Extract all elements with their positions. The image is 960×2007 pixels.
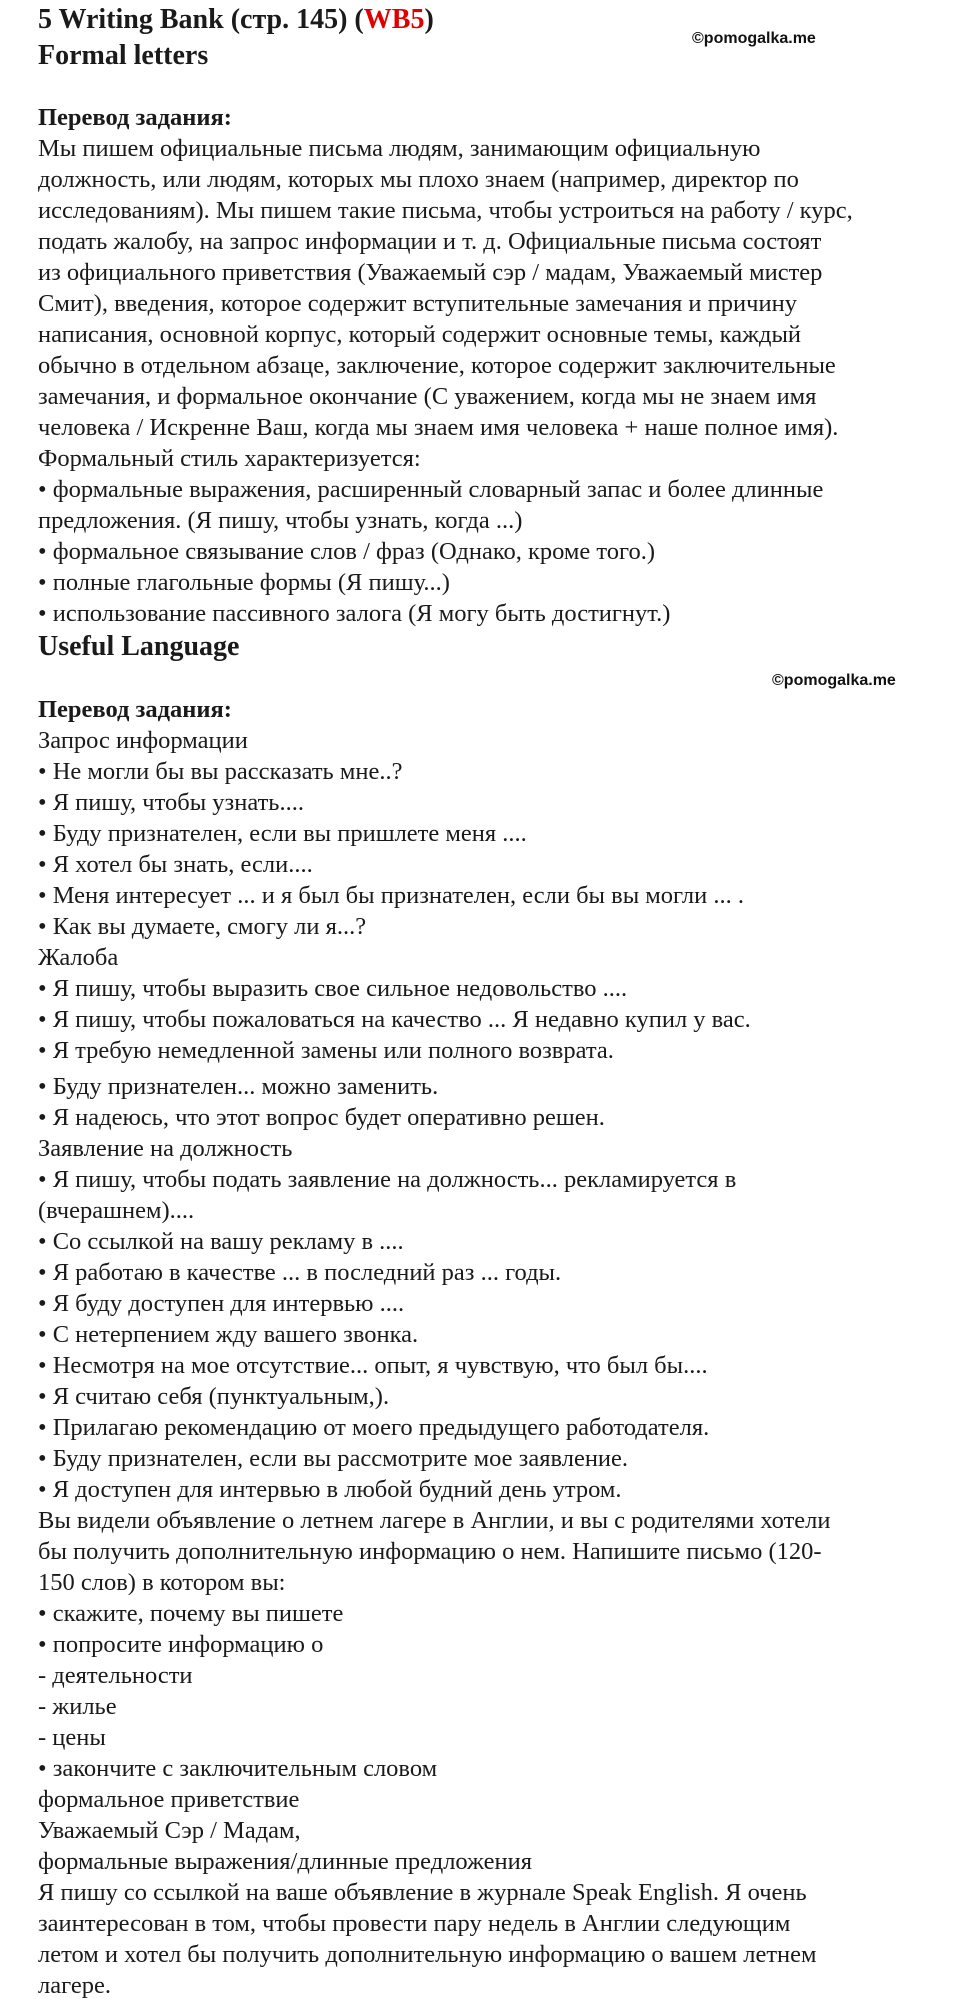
text-line: • Я требую немедленной замены или полного возврата. <box>38 1037 614 1064</box>
text-line: Я пишу со ссылкой на ваше объявление в журнале Speak English. Я очень <box>38 1879 807 1906</box>
text-line: • формальное связывание слов / фраз (Однако, кроме того.) <box>38 538 656 565</box>
text-line: • формальные выражения, расширенный словарный запас и более длинные <box>38 476 824 503</box>
text-line: лагере. <box>38 1972 111 1999</box>
page-title <box>38 2 434 38</box>
text-line: • Прилагаю рекомендацию от моего предыдущего работодателя. <box>38 1414 710 1441</box>
section-task-translation-2 <box>38 694 953 1066</box>
text-line: • Я пишу, чтобы подать заявление на должность... рекламируется в <box>38 1166 737 1193</box>
section-label: Перевод задания: <box>38 696 232 723</box>
title-wb-code: WB5 <box>363 4 425 35</box>
title-suffix: ) <box>424 4 434 35</box>
section-task-translation-1 <box>38 102 953 629</box>
text-line: летом и хотел бы получить дополнительную информацию о вашем летнем <box>38 1941 817 1968</box>
text-line: человека / Искренне Ваш, когда мы знаем имя человека + наше полное имя). <box>38 414 839 441</box>
text-line: Смит), введения, которое содержит вступительные замечания и причину <box>38 290 797 317</box>
text-line: - цены <box>38 1724 106 1751</box>
text-line: • Как вы думаете, смогу ли я...? <box>38 913 367 940</box>
text-line: (вчерашнем).... <box>38 1197 195 1224</box>
watermark-middle: ©pomogalka.me <box>772 672 896 689</box>
text-line: • Я доступен для интервью в любой будний день утром. <box>38 1476 622 1503</box>
text-line: • Не могли бы вы рассказать мне..? <box>38 758 403 785</box>
text-line: предложения. (Я пишу, чтобы узнать, когда ...) <box>38 507 523 534</box>
watermark-top: ©pomogalka.me <box>692 30 816 47</box>
text-line: исследованиям). Мы пишем такие письма, чтобы устроиться на работу / курс, <box>38 197 853 224</box>
text-line: формальное приветствие <box>38 1786 300 1813</box>
text-line: • Я пишу, чтобы узнать.... <box>38 789 304 816</box>
text-line: - деятельности <box>38 1662 193 1689</box>
text-line: • попросите информацию о <box>38 1631 324 1658</box>
text-line: должность, или людям, которых мы плохо знаем (например, директор по <box>38 166 799 193</box>
text-line: Мы пишем официальные письма людям, занимающим официальную <box>38 135 761 162</box>
text-line: • полные глагольные формы (Я пишу...) <box>38 569 450 596</box>
text-line: • Меня интересует ... и я был бы признателен, если бы вы могли ... . <box>38 882 744 909</box>
text-line: • Я буду доступен для интервью .... <box>38 1290 405 1317</box>
section-task-translation-2-continued <box>38 1071 953 2001</box>
text-line: • Буду признателен... можно заменить. <box>38 1073 439 1100</box>
text-line: формальные выражения/длинные предложения <box>38 1848 533 1875</box>
text-line: обычно в отдельном абзаце, заключение, которое содержит заключительные <box>38 352 836 379</box>
text-line: написания, основной корпус, который содержит основные темы, каждый <box>38 321 802 348</box>
text-line: Формальный стиль характеризуется: <box>38 445 421 472</box>
section-label: Перевод задания: <box>38 104 232 131</box>
text-line: • Я надеюсь, что этот вопрос будет оперативно решен. <box>38 1104 605 1131</box>
text-line: • Буду признателен, если вы рассмотрите мое заявление. <box>38 1445 629 1472</box>
text-line: Заявление на должность <box>38 1135 293 1162</box>
text-line: бы получить дополнительную информацию о нем. Напишите письмо (120- <box>38 1538 822 1565</box>
text-line: • Я хотел бы знать, если.... <box>38 851 313 878</box>
text-line: заинтересован в том, чтобы провести пару недель в Англии следующим <box>38 1910 791 1937</box>
text-line: • Буду признателен, если вы пришлете меня .... <box>38 820 527 847</box>
text-line: подать жалобу, на запрос информации и т. д. Официальные письма состоят <box>38 228 822 255</box>
text-line: из официального приветствия (Уважаемый сэр / мадам, Уважаемый мистер <box>38 259 823 286</box>
text-line: 150 слов) в котором вы: <box>38 1569 286 1596</box>
useful-language-heading: Useful Language <box>38 631 240 662</box>
text-line: Вы видели объявление о летнем лагере в Англии, и вы с родителями хотели <box>38 1507 831 1534</box>
text-line: Запрос информации <box>38 727 248 754</box>
text-line: • Я пишу, чтобы выразить свое сильное недовольство .... <box>38 975 628 1002</box>
text-line: • Несмотря на мое отсутствие... опыт, я чувствую, что был бы.... <box>38 1352 708 1379</box>
text-line: • Со ссылкой на вашу рекламу в .... <box>38 1228 404 1255</box>
title-prefix: 5 Writing Bank (стр. 145) ( <box>38 4 364 35</box>
text-line: • Я пишу, чтобы пожаловаться на качество ... Я недавно купил у вас. <box>38 1006 751 1033</box>
text-line: • Я работаю в качестве ... в последний раз ... годы. <box>38 1259 562 1286</box>
text-line: • скажите, почему вы пишете <box>38 1600 344 1627</box>
text-line: Жалоба <box>38 944 119 971</box>
text-line: • Я считаю себя (пунктуальным,). <box>38 1383 390 1410</box>
text-line: • закончите с заключительным словом <box>38 1755 438 1782</box>
page-subtitle: Formal letters <box>38 40 209 71</box>
text-line: • использование пассивного залога (Я могу быть достигнут.) <box>38 600 671 627</box>
text-line: • С нетерпением жду вашего звонка. <box>38 1321 419 1348</box>
text-line: замечания, и формальное окончание (С уважением, когда мы не знаем имя <box>38 383 817 410</box>
text-line: - жилье <box>38 1693 117 1720</box>
text-line: Уважаемый Сэр / Мадам, <box>38 1817 301 1844</box>
